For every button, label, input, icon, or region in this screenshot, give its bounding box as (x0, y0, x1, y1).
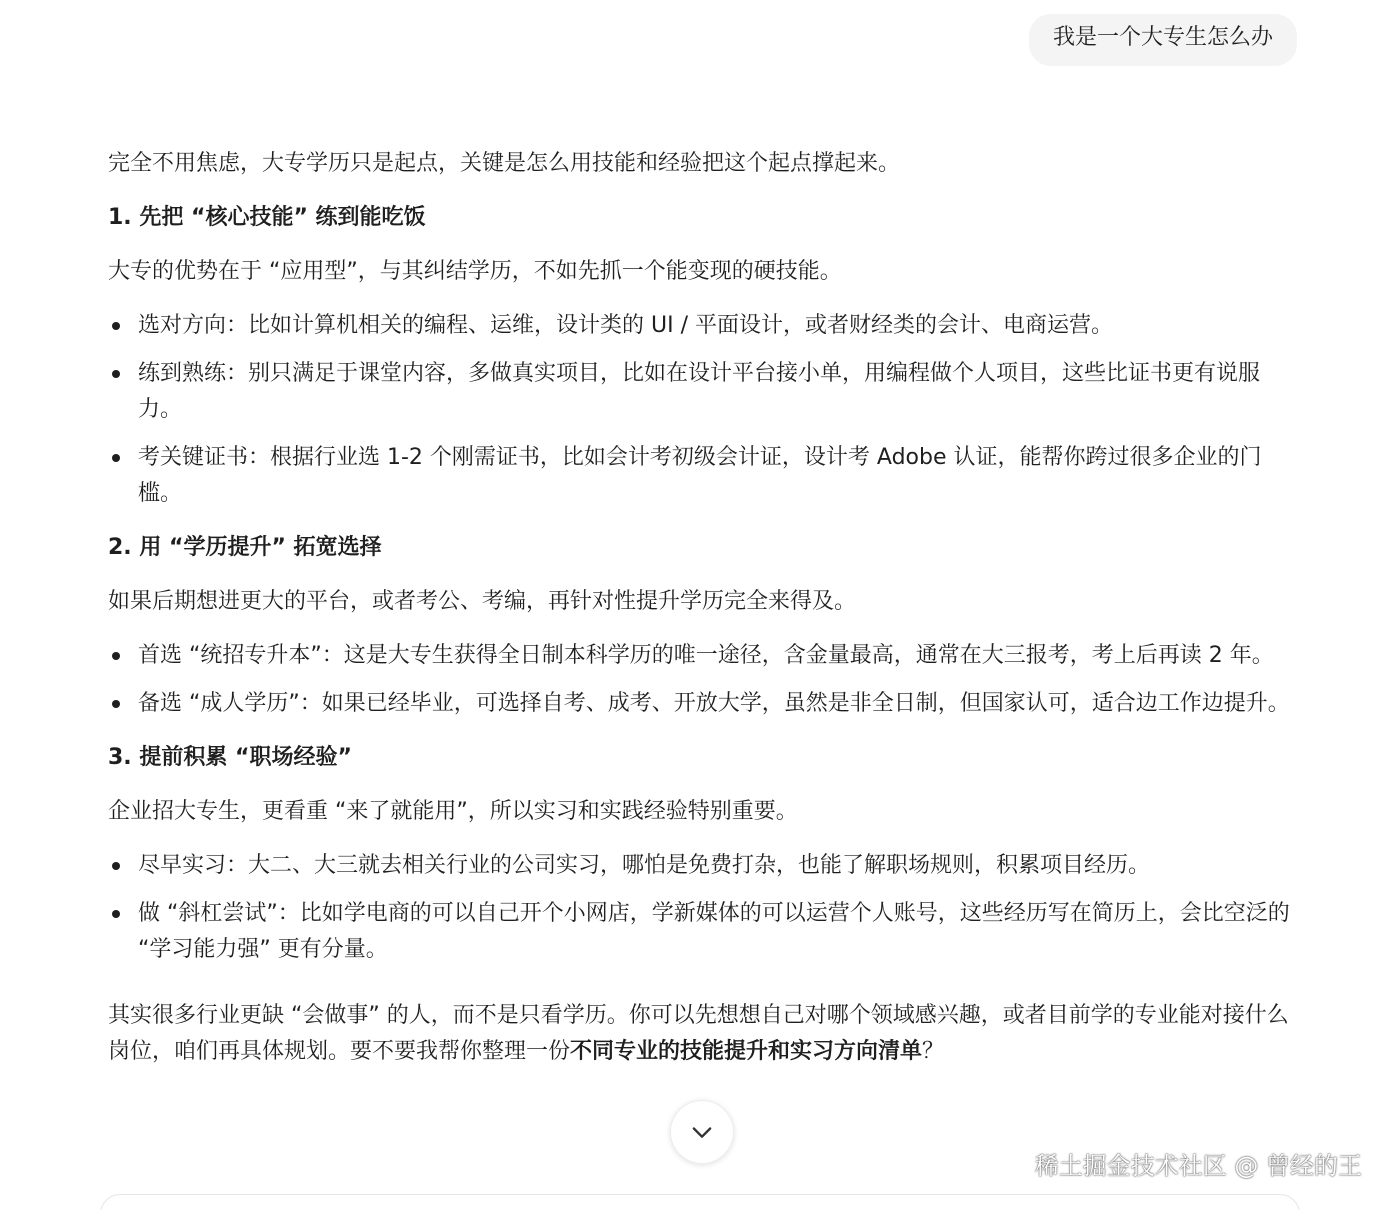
closing-bold-text: 不同专业的技能提升和实习方向清单 (570, 1039, 923, 1064)
list-item: 考关键证书：根据行业选 1-2 个刚需证书，比如会计考初级会计证，设计考 Adobe 认证，能帮你跨过很多企业的门槛。 (108, 440, 1298, 512)
list-item: 练到熟练：别只满足于课堂内容，多做真实项目，比如在设计平台接小单，用编程做个人项目，这些比证书更有说服力。 (108, 356, 1298, 428)
bullet-dot-icon (112, 370, 120, 378)
bullet-dot-icon (112, 862, 120, 870)
answer-intro: 完全不用焦虑，大专学历只是起点，关键是怎么用技能和经验把这个起点撑起来。 (108, 151, 901, 176)
scroll-to-bottom-button[interactable] (670, 1100, 734, 1164)
list-item: 选对方向：比如计算机相关的编程、运维，设计类的 UI / 平面设计，或者财经类的会计、电商运营。 (108, 308, 1298, 344)
section-heading: 3. 提前积累 “职场经验” (108, 745, 352, 770)
section-heading: 2. 用 “学历提升” 拓宽选择 (108, 535, 382, 560)
bullet-dot-icon (112, 454, 120, 462)
section-lead: 大专的优势在于 “应用型”，与其纠结学历，不如先抓一个能变现的硬技能。 (108, 259, 842, 284)
section-heading: 1. 先把 “核心技能” 练到能吃饭 (108, 205, 426, 230)
list-item: 做 “斜杠尝试”：比如学电商的可以自己开个小网店，学新媒体的可以运营个人账号，这些经历写在简历上，会比空泛的 “学习能力强” 更有分量。 (108, 896, 1298, 968)
bullet-list (108, 308, 1298, 512)
section-lead: 如果后期想进更大的平台，或者考公、考编，再针对性提升学历完全来得及。 (108, 589, 857, 614)
watermark: 稀土掘金技术社区 @ 曾经的王 (1034, 1152, 1362, 1180)
list-item: 首选 “统招专升本”：这是大专生获得全日制本科学历的唯一途径，含金量最高，通常在大三报考，考上后再读 2 年。 (108, 638, 1298, 674)
user-message-bubble: 我是一个大专生怎么办 (1029, 14, 1297, 66)
bullet-dot-icon (112, 700, 120, 708)
bullet-list (108, 848, 1298, 968)
bullet-dot-icon (112, 910, 120, 918)
answer-closing: 其实很多行业更缺 “会做事” 的人，而不是只看学历。你可以先想想自己对哪个领域感兴趣，或者目前学的专业能对接什么岗位，咱们再具体规划。要不要我帮你整理一份不同专业的技能提升和实习方向清单？ (108, 1003, 1289, 1064)
chat-input-box[interactable] (100, 1194, 1300, 1210)
section-1 (108, 200, 1298, 512)
bullet-dot-icon (112, 322, 120, 330)
list-item: 尽早实习：大二、大三就去相关行业的公司实习，哪怕是免费打杂，也能了解职场规则，积累项目经历。 (108, 848, 1298, 884)
chevron-down-icon (688, 1118, 716, 1146)
section-2 (108, 530, 1298, 722)
section-lead: 企业招大专生，更看重 “来了就能用”，所以实习和实践经验特别重要。 (108, 799, 798, 824)
bullet-list (108, 638, 1298, 722)
section-3 (108, 740, 1298, 968)
bullet-dot-icon (112, 652, 120, 660)
list-item: 备选 “成人学历”：如果已经毕业，可选择自考、成考、开放大学，虽然是非全日制，但国家认可，适合边工作边提升。 (108, 686, 1298, 722)
assistant-answer (108, 146, 1298, 1070)
